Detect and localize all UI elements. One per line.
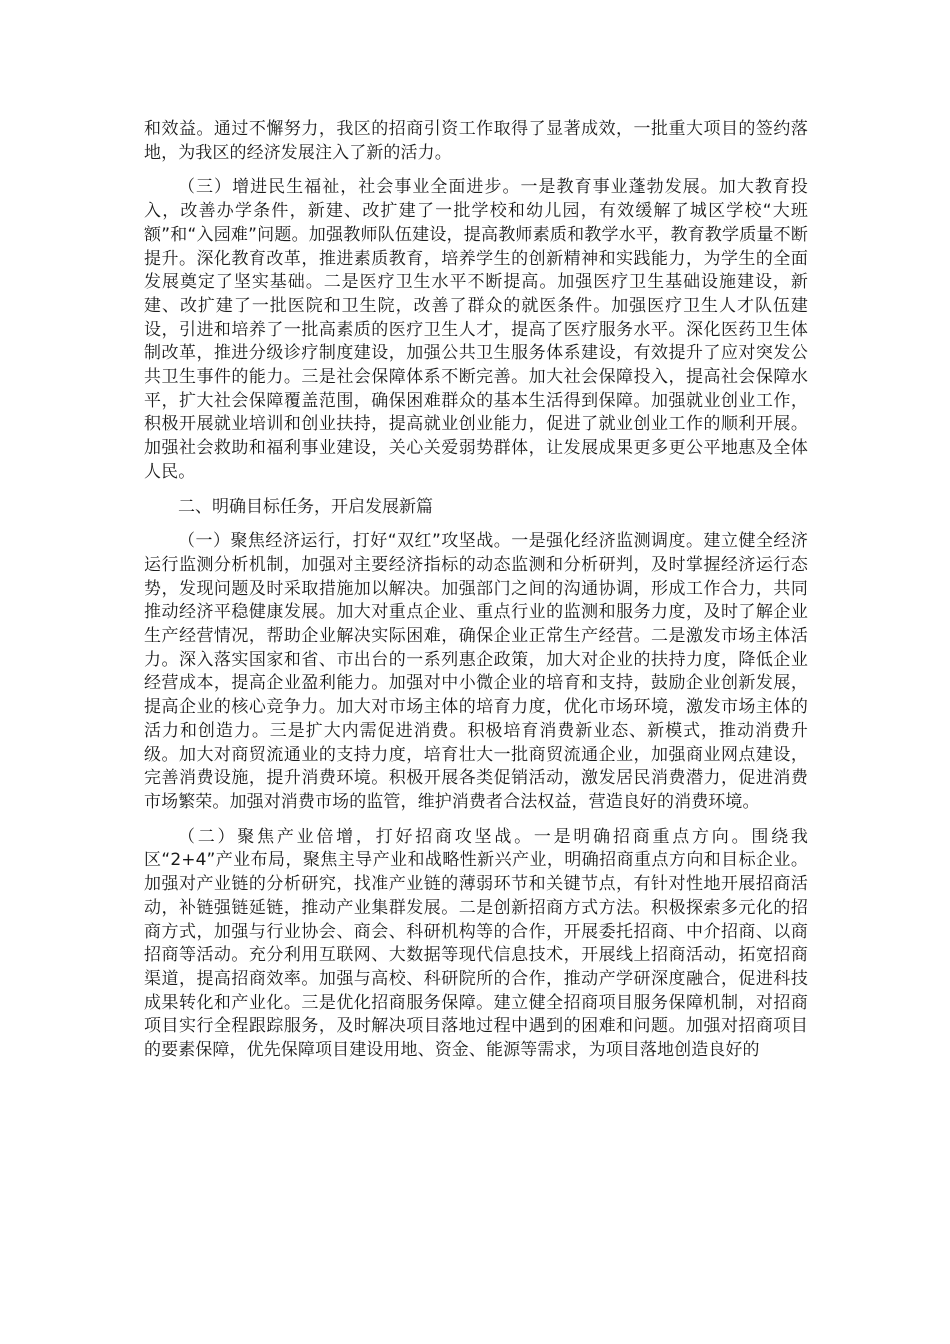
paragraph-continuation: 和效益。通过不懈努力，我区的招商引资工作取得了显著成效，一批重大项目的签约落地，为我区的经济发展注入了新的活力。 — [144, 119, 808, 163]
section-heading: 二、明确目标任务，开启发展新篇 — [178, 496, 433, 517]
paragraph-social-welfare: （三）增进民生福祉，社会事业全面进步。一是教育事业蓬勃发展。加大教育投入，改善办学条件，新建、改扩建了一批学校和幼儿园，有效缓解了城区学校“大班额”和“入园难”问题。加强教师队伍建设，提高教师素质和教学水平，教育教学质量不断提升。深化教育改革，推进素质教育，培养学生的创新精神和实践能力，为学生的全面发展奠定了坚实基础。二是医疗卫生水平不断提高。加强医疗卫生基础设施建设，新建、改扩建了一批医院和卫生院，改善了群众的就医条件。加强医疗卫生人才队伍建设，引进和培养了一批高素质的医疗卫生人才，提高了医疗服务水平。深化医药卫生体制改革，推进分级诊疗制度建设，加强公共卫生服务体系建设，有效提升了应对突发公共卫生事件的能力。三是社会保障体系不断完善。加大社会保障投入，提高社会保障水平，扩大社会保障覆盖范围，确保困难群众的基本生活得到保障。加强就业创业工作，积极开展就业培训和创业扶持，提高就业创业能力，促进了就业创业工作的顺利开展。加强社会救助和福利事业建设，关心关爱弱势群体，让发展成果更多更公平地惠及全体人民。 — [144, 177, 808, 482]
document-body — [144, 118, 808, 1063]
paragraph-economic-operation: （一）聚焦经济运行，打好“双红”攻坚战。一是强化经济监测调度。建立健全经济运行监测分析机制，加强对主要经济指标的动态监测和分析研判，及时掌握经济运行态势，发现问题及时采取措施加以解决。加强部门之间的沟通协调，形成工作合力，共同推动经济平稳健康发展。加大对重点企业、重点行业的监测和服务力度，及时了解企业生产经营情况，帮助企业解决实际困难，确保企业正常生产经营。二是激发市场主体活力。深入落实国家和省、市出台的一系列惠企政策，加大对企业的扶持力度，降低企业经营成本，提高企业盈利能力。加强对中小微企业的培育和支持，鼓励企业创新发展，提高企业的核心竞争力。加大对市场主体的培育力度，优化市场环境，激发市场主体的活力和创造力。三是扩大内需促进消费。积极培育消费新业态、新模式，推动消费升级。加大对商贸流通业的支持力度，培育壮大一批商贸流通企业，加强商业网点建设，完善消费设施，提升消费环境。积极开展各类促销活动，激发居民消费潜力，促进消费市场繁荣。加强对消费市场的监管，维护消费者合法权益，营造良好的消费环境。 — [144, 531, 808, 812]
paragraph-investment-promotion: （二）聚焦产业倍增，打好招商攻坚战。一是明确招商重点方向。围绕我区“2+4”产业布局，聚焦主导产业和战略性新兴产业，明确招商重点方向和目标企业。加强对产业链的分析研究，找准产业链的薄弱环节和关键节点，有针对性地开展招商活动，补链强链延链，推动产业集群发展。二是创新招商方式方法。积极探索多元化的招商方式，加强与行业协会、商会、科研机构等的合作，开展委托招商、中介招商、以商招商等活动。充分利用互联网、大数据等现代信息技术，开展线上招商活动，拓宽招商渠道，提高招商效率。加强与高校、科研院所的合作，推动产学研深度融合，促进科技成果转化和产业化。三是优化招商服务保障。建立健全招商项目服务保障机制，对招商项目实行全程跟踪服务，及时解决项目落地过程中遇到的困难和问题。加强对招商项目的要素保障，优先保障项目建设用地、资金、能源等需求，为项目落地创造良好的 — [144, 826, 808, 1061]
